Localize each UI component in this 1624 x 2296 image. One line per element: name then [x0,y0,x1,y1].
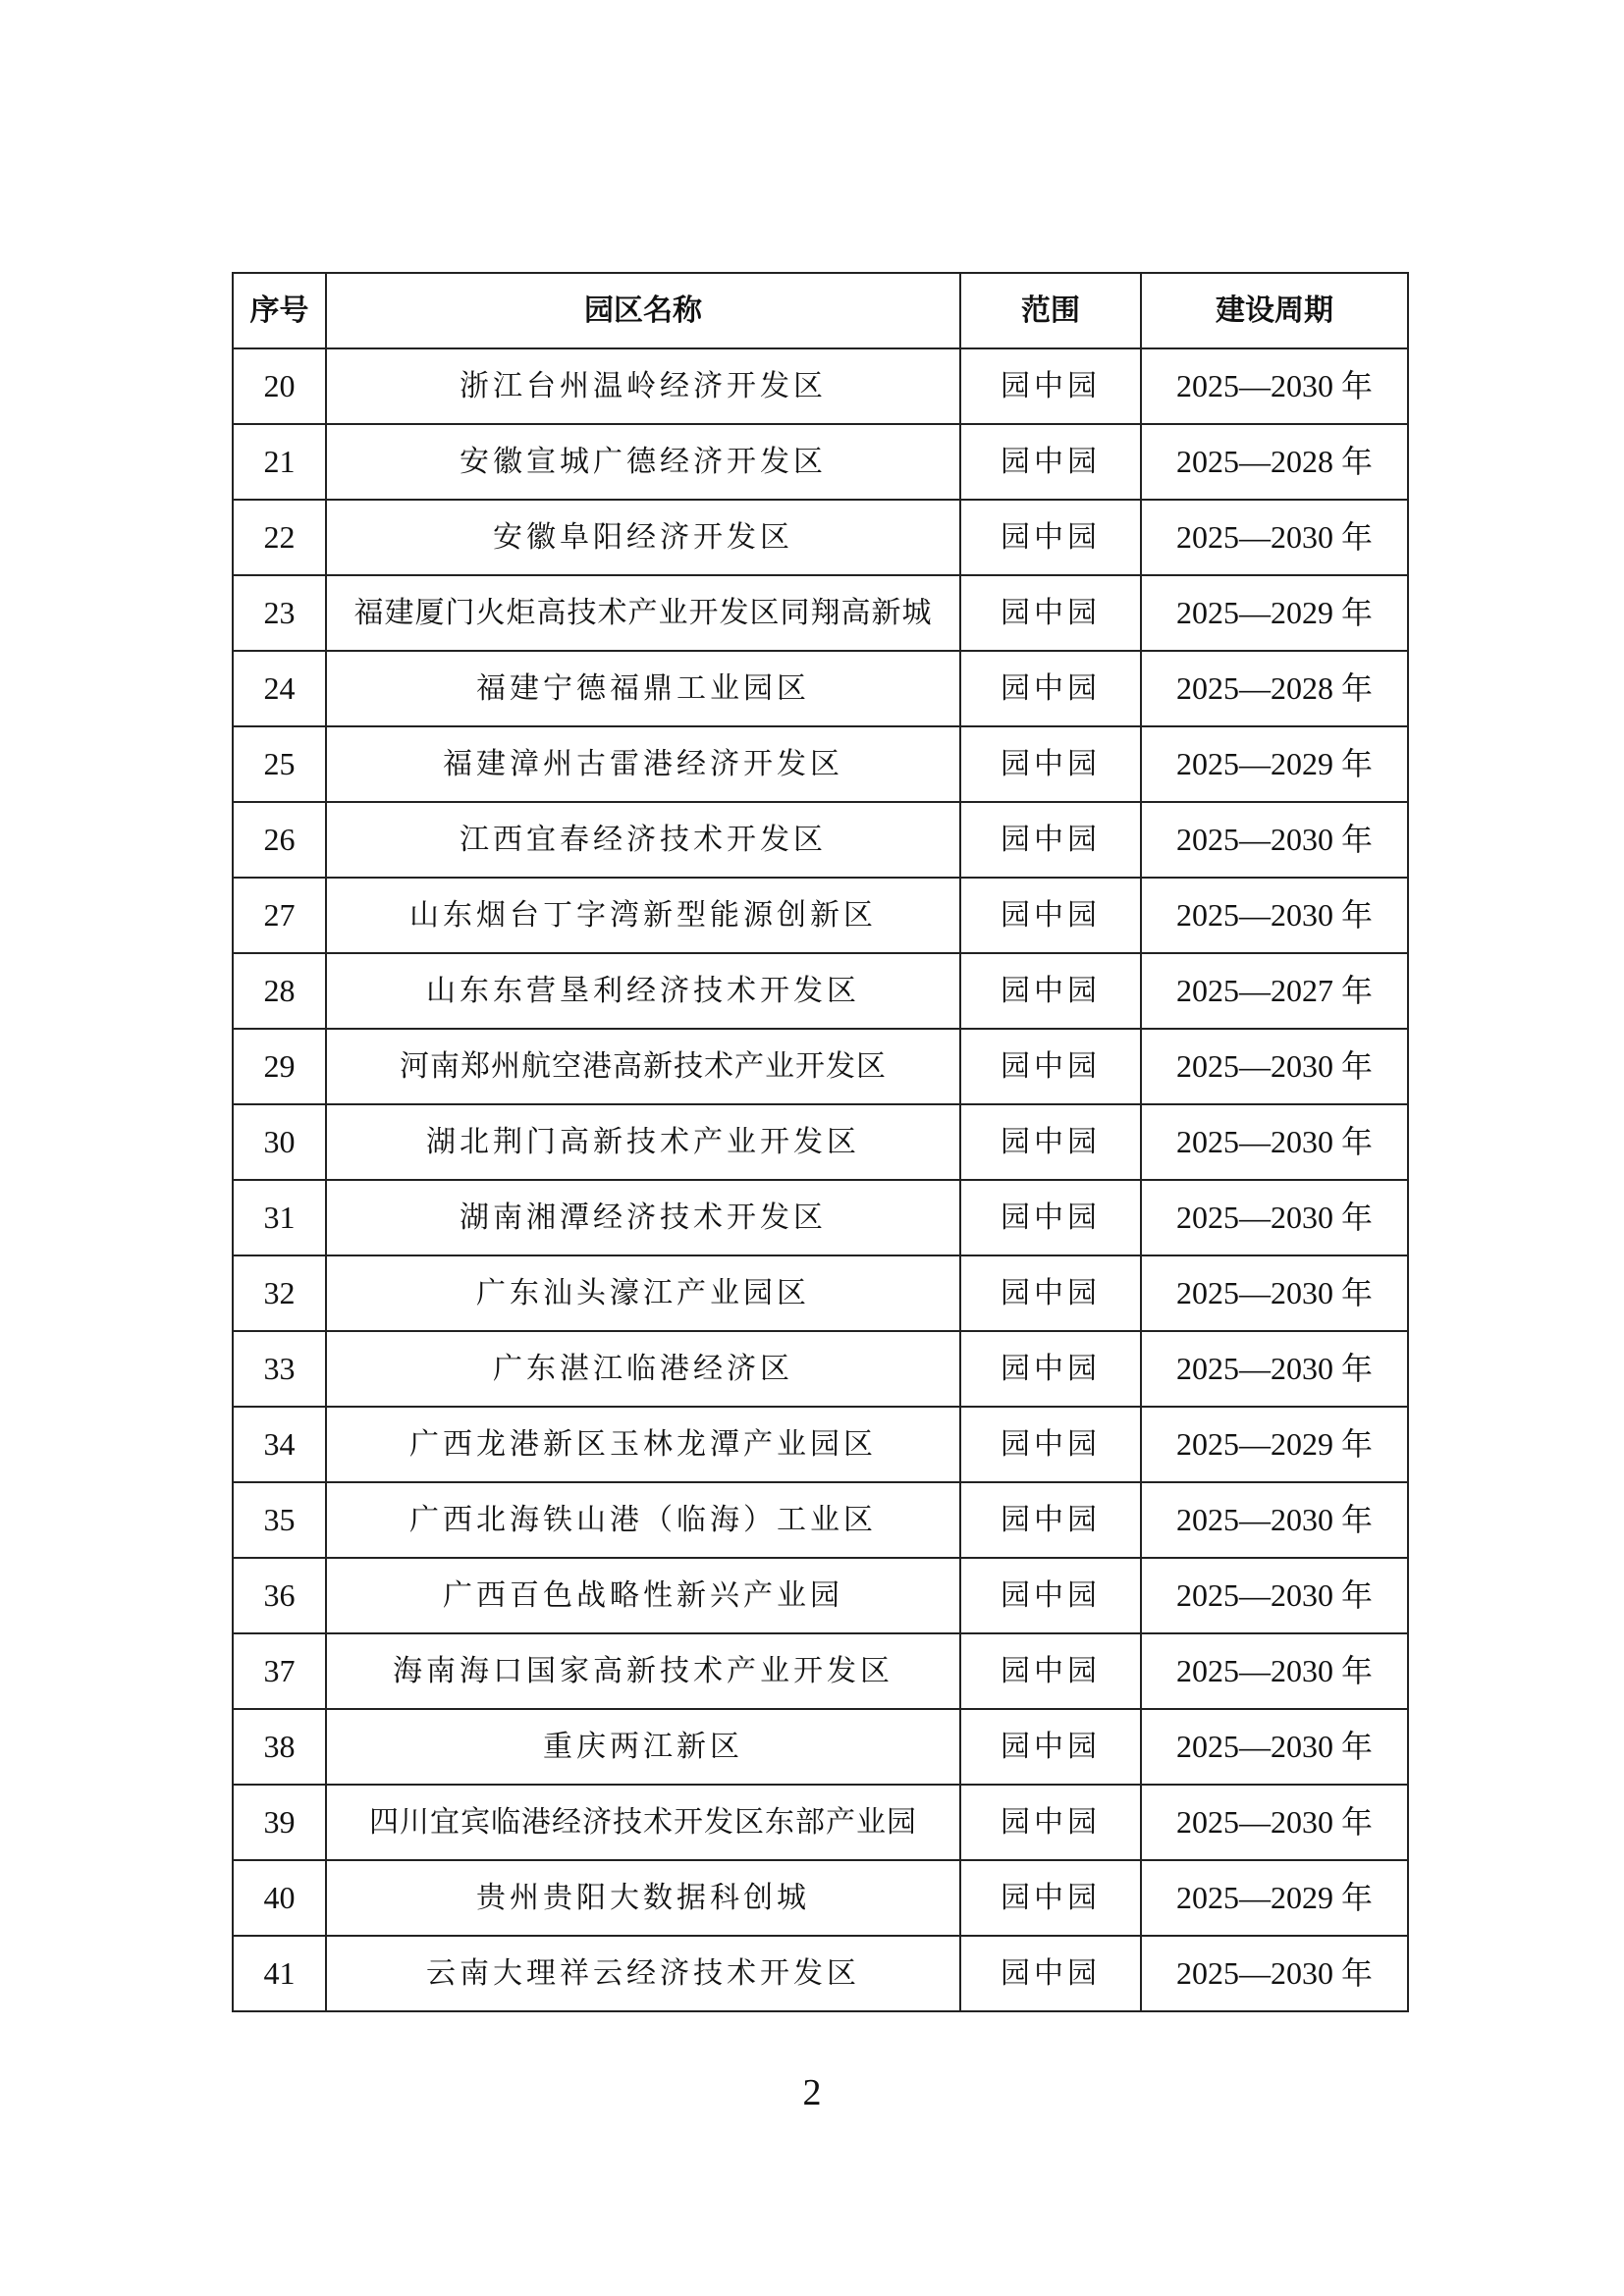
row-scope: 园中园 [960,1407,1141,1482]
row-scope: 园中园 [960,1709,1141,1785]
row-serial-number: 40 [233,1860,326,1936]
row-construction-period: 2025—2028 年 [1141,424,1408,500]
table-row [233,1255,1408,1331]
row-serial-number: 39 [233,1785,326,1860]
row-serial-number: 36 [233,1558,326,1633]
row-serial-number: 28 [233,953,326,1029]
table-row [233,348,1408,424]
row-park-name: 四川宜宾临港经济技术开发区东部产业园 [326,1785,960,1860]
row-construction-period: 2025—2030 年 [1141,500,1408,575]
row-serial-number: 34 [233,1407,326,1482]
row-serial-number: 24 [233,651,326,726]
row-serial-number: 29 [233,1029,326,1104]
table-row [233,1104,1408,1180]
row-scope: 园中园 [960,1558,1141,1633]
row-construction-period: 2025—2030 年 [1141,348,1408,424]
table-row [233,1407,1408,1482]
row-scope: 园中园 [960,1255,1141,1331]
row-construction-period: 2025—2027 年 [1141,953,1408,1029]
table-row [233,802,1408,878]
table-row [233,500,1408,575]
table-row [233,1785,1408,1860]
table-body [233,348,1408,2011]
row-scope: 园中园 [960,1860,1141,1936]
row-serial-number: 33 [233,1331,326,1407]
row-scope: 园中园 [960,953,1141,1029]
row-serial-number: 23 [233,575,326,651]
row-scope: 园中园 [960,878,1141,953]
row-serial-number: 26 [233,802,326,878]
row-serial-number: 22 [233,500,326,575]
row-construction-period: 2025—2030 年 [1141,802,1408,878]
table-row [233,1558,1408,1633]
row-serial-number: 30 [233,1104,326,1180]
row-park-name: 广东湛江临港经济区 [326,1331,960,1407]
row-construction-period: 2025—2028 年 [1141,651,1408,726]
table-row [233,1482,1408,1558]
row-park-name: 广西百色战略性新兴产业园 [326,1558,960,1633]
row-park-name: 广西北海铁山港（临海）工业区 [326,1482,960,1558]
row-park-name: 广东汕头濠江产业园区 [326,1255,960,1331]
row-construction-period: 2025—2030 年 [1141,1936,1408,2011]
row-construction-period: 2025—2029 年 [1141,726,1408,802]
row-serial-number: 37 [233,1633,326,1709]
row-serial-number: 20 [233,348,326,424]
row-park-name: 福建漳州古雷港经济开发区 [326,726,960,802]
table-row [233,953,1408,1029]
row-park-name: 湖南湘潭经济技术开发区 [326,1180,960,1255]
header-serial-number: 序号 [233,273,326,348]
row-scope: 园中园 [960,726,1141,802]
row-serial-number: 38 [233,1709,326,1785]
row-construction-period: 2025—2030 年 [1141,1558,1408,1633]
row-serial-number: 27 [233,878,326,953]
row-construction-period: 2025—2029 年 [1141,1407,1408,1482]
row-construction-period: 2025—2030 年 [1141,1029,1408,1104]
row-park-name: 山东东营垦利经济技术开发区 [326,953,960,1029]
park-list-table [232,272,1409,2012]
table-row [233,651,1408,726]
table-row [233,1936,1408,2011]
row-serial-number: 21 [233,424,326,500]
table-row [233,726,1408,802]
row-construction-period: 2025—2030 年 [1141,1633,1408,1709]
table-row [233,1709,1408,1785]
row-park-name: 浙江台州温岭经济开发区 [326,348,960,424]
table-row [233,1633,1408,1709]
row-scope: 园中园 [960,1633,1141,1709]
row-park-name: 福建厦门火炬高技术产业开发区同翔高新城 [326,575,960,651]
row-scope: 园中园 [960,651,1141,726]
row-scope: 园中园 [960,424,1141,500]
page-number: 2 [802,2072,822,2113]
row-scope: 园中园 [960,348,1141,424]
row-serial-number: 25 [233,726,326,802]
row-park-name: 湖北荆门高新技术产业开发区 [326,1104,960,1180]
row-serial-number: 32 [233,1255,326,1331]
row-park-name: 广西龙港新区玉林龙潭产业园区 [326,1407,960,1482]
row-serial-number: 41 [233,1936,326,2011]
row-construction-period: 2025—2030 年 [1141,1482,1408,1558]
row-construction-period: 2025—2029 年 [1141,1860,1408,1936]
header-construction-period: 建设周期 [1141,273,1408,348]
table-header-row [233,273,1408,348]
row-construction-period: 2025—2030 年 [1141,1180,1408,1255]
table-row [233,878,1408,953]
table-row [233,575,1408,651]
row-park-name: 安徽宣城广德经济开发区 [326,424,960,500]
table-row [233,424,1408,500]
row-serial-number: 35 [233,1482,326,1558]
row-scope: 园中园 [960,1104,1141,1180]
row-scope: 园中园 [960,802,1141,878]
row-construction-period: 2025—2030 年 [1141,1785,1408,1860]
header-scope: 范围 [960,273,1141,348]
row-scope: 园中园 [960,575,1141,651]
row-construction-period: 2025—2030 年 [1141,1331,1408,1407]
row-construction-period: 2025—2029 年 [1141,575,1408,651]
row-construction-period: 2025—2030 年 [1141,878,1408,953]
header-park-name: 园区名称 [326,273,960,348]
row-construction-period: 2025—2030 年 [1141,1255,1408,1331]
row-park-name: 江西宜春经济技术开发区 [326,802,960,878]
row-park-name: 山东烟台丁字湾新型能源创新区 [326,878,960,953]
row-construction-period: 2025—2030 年 [1141,1104,1408,1180]
row-serial-number: 31 [233,1180,326,1255]
table-row [233,1029,1408,1104]
row-scope: 园中园 [960,1482,1141,1558]
row-park-name: 重庆两江新区 [326,1709,960,1785]
table-row [233,1331,1408,1407]
row-construction-period: 2025—2030 年 [1141,1709,1408,1785]
row-scope: 园中园 [960,1936,1141,2011]
table-row [233,1180,1408,1255]
row-park-name: 云南大理祥云经济技术开发区 [326,1936,960,2011]
table-row [233,1860,1408,1936]
row-park-name: 福建宁德福鼎工业园区 [326,651,960,726]
row-scope: 园中园 [960,1331,1141,1407]
row-park-name: 安徽阜阳经济开发区 [326,500,960,575]
row-park-name: 海南海口国家高新技术产业开发区 [326,1633,960,1709]
row-park-name: 河南郑州航空港高新技术产业开发区 [326,1029,960,1104]
row-scope: 园中园 [960,1785,1141,1860]
row-scope: 园中园 [960,1029,1141,1104]
row-park-name: 贵州贵阳大数据科创城 [326,1860,960,1936]
row-scope: 园中园 [960,500,1141,575]
row-scope: 园中园 [960,1180,1141,1255]
